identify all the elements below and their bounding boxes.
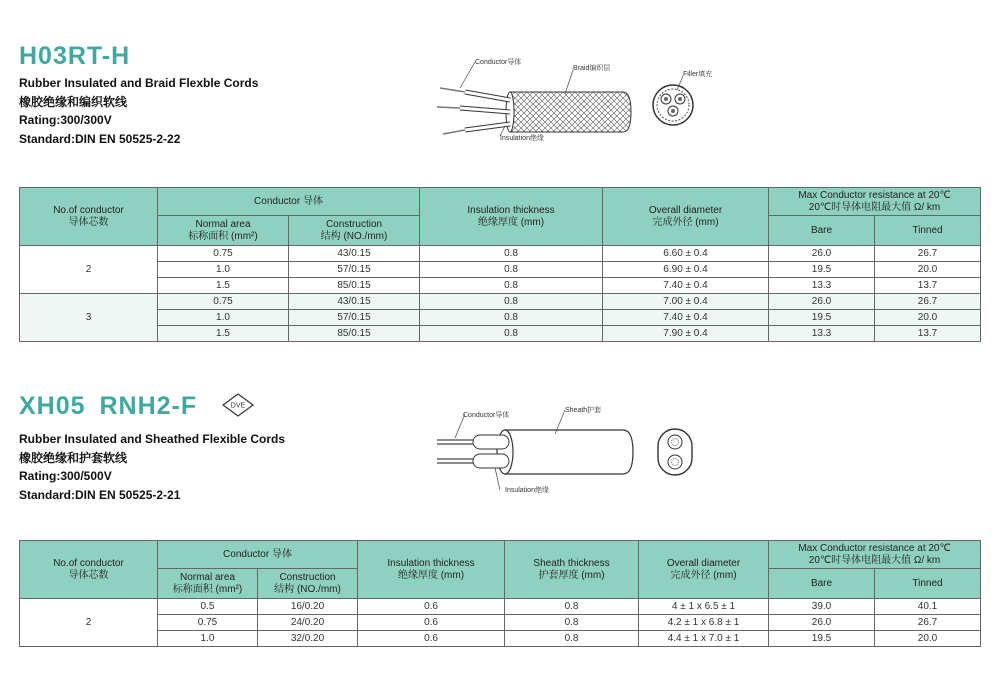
header-bare: Bare [769,569,875,599]
table-cell: 0.75 [158,294,289,310]
table-cell: 26.7 [875,294,981,310]
table-cell: 0.8 [505,599,639,615]
table-cell: 26.0 [769,246,875,262]
sheathed-cord-diagram [425,400,715,500]
header-max-resistance: Max Conductor resistance at 20℃ 20℃时导体电阻最大值 Ω/ km [769,188,981,216]
header-no-conductor: No.of conductor 导体芯数 [20,541,158,599]
table-row [20,599,981,615]
label-conductor: Conductor导体 [475,59,522,66]
table-cell: 4.2 ± 1 x 6.8 ± 1 [639,615,769,631]
table-cell: 0.6 [358,615,505,631]
header-no-conductor: No.of conductor 导体芯数 [20,188,158,246]
table-cell: 19.5 [769,262,875,278]
product-title-cn: 橡胶绝缘和编织软线 [19,94,128,109]
header-tinned: Tinned [875,569,981,599]
cores-cell: 2 [20,599,158,647]
header-normal-area: Normal area 标称面积 (mm²) [158,216,289,246]
table-cell: 24/0.20 [258,615,358,631]
table-cell: 0.8 [420,294,603,310]
spec-table-xh05-rnh2-f [19,540,981,647]
table-cell: 6.60 ± 0.4 [603,246,769,262]
header-tinned: Tinned [875,216,981,246]
standard: Standard:DIN EN 50525-2-22 [19,131,181,146]
header-bare: Bare [769,216,875,246]
table-cell: 0.8 [420,246,603,262]
header-insulation: Insulation thickness 绝缘厚度 (mm) [420,188,603,246]
table-row [20,326,981,342]
table-cell: 0.5 [158,599,258,615]
label-conductor: Conductor导体 [463,412,510,419]
table-cell: 85/0.15 [289,326,420,342]
product-title-en: Rubber Insulated and Braid Flexble Cords [19,76,259,90]
header-conductor: Conductor 导体 [158,188,420,216]
dve-mark-text: DVE [230,402,246,410]
table-cell: 13.7 [875,326,981,342]
table-cell: 40.1 [875,599,981,615]
label-sheath: Sheath护套 [565,407,602,414]
table-row [20,631,981,647]
table-cell: 43/0.15 [289,246,420,262]
table-cell: 26.0 [769,615,875,631]
table-cell: 13.3 [769,278,875,294]
cross-section-outer [653,85,693,125]
table-cell: 32/0.20 [258,631,358,647]
spec-table-h03rt-h [19,187,981,342]
braid-jacket [510,92,631,132]
rating: Rating:300/300V [19,113,112,127]
table-cell: 0.8 [505,631,639,647]
table-cell: 0.8 [505,615,639,631]
table-cell: 43/0.15 [289,294,420,310]
table-cell: 1.5 [158,326,289,342]
rating: Rating:300/500V [19,469,112,483]
table-cell: 7.00 ± 0.4 [603,294,769,310]
table-cell: 16/0.20 [258,599,358,615]
table-cell: 19.5 [769,631,875,647]
table-cell: 0.8 [420,278,603,294]
cores-cell: 2 [20,246,158,294]
sheath-body [505,430,633,474]
table-cell: 1.0 [158,262,289,278]
header-normal-area: Normal area 标称面积 (mm²) [158,569,258,599]
table-row [20,278,981,294]
header-construction: Construction 结构 (NO./mm) [289,216,420,246]
table-cell: 26.7 [875,246,981,262]
table-cell: 0.8 [420,310,603,326]
label-braid: Braid编织层 [573,65,611,72]
table-row [20,246,981,262]
table-cell: 7.90 ± 0.4 [603,326,769,342]
label-insulation: Insulation绝缘 [505,487,549,494]
dve-mark-icon [222,393,254,417]
table-cell: 19.5 [769,310,875,326]
table-cell: 26.7 [875,615,981,631]
table-cell: 4 ± 1 x 6.5 ± 1 [639,599,769,615]
table-cell: 1.5 [158,278,289,294]
model-title-xh05-rnh2-f: XH05 RNH2-F [19,392,198,420]
table-cell: 57/0.15 [289,262,420,278]
table-cell: 0.6 [358,599,505,615]
header-construction: Construction 结构 (NO./mm) [258,569,358,599]
label-filler: Filler填充 [683,71,713,78]
table-cell: 7.40 ± 0.4 [603,310,769,326]
header-overall-diameter: Overall diameter 完成外径 (mm) [603,188,769,246]
header-sheath: Sheath thickness 护套厚度 (mm) [505,541,639,599]
table-cell: 1.0 [158,310,289,326]
product-description-1 [19,74,258,148]
table-cell: 13.3 [769,326,875,342]
table-cell: 20.0 [875,631,981,647]
table-cell: 39.0 [769,599,875,615]
header-overall-diameter: Overall diameter 完成外径 (mm) [639,541,769,599]
table-cell: 0.8 [420,326,603,342]
product-title-en: Rubber Insulated and Sheathed Flexible Cords [19,432,286,446]
table-cell: 6.90 ± 0.4 [603,262,769,278]
braided-cord-diagram [425,50,725,150]
table-cell: 4.4 ± 1 x 7.0 ± 1 [639,631,769,647]
model-title-h03rt-h: H03RT-H [19,42,131,70]
product-title-cn: 橡胶绝缘和护套软线 [19,450,128,465]
table-row [20,310,981,326]
table-row [20,615,981,631]
label-insulation: Insulation绝缘 [500,135,544,142]
table-cell: 0.75 [158,246,289,262]
header-insulation: Insulation thickness 绝缘厚度 (mm) [358,541,505,599]
table-row [20,294,981,310]
table-cell: 26.0 [769,294,875,310]
table-cell: 13.7 [875,278,981,294]
table-cell: 57/0.15 [289,310,420,326]
table-cell: 0.6 [358,631,505,647]
header-conductor: Conductor 导体 [158,541,358,569]
table-cell: 85/0.15 [289,278,420,294]
table-cell: 1.0 [158,631,258,647]
cores-cell: 3 [20,294,158,342]
product-description-2 [19,430,285,504]
standard: Standard:DIN EN 50525-2-21 [19,487,181,502]
table-cell: 0.75 [158,615,258,631]
table-cell: 7.40 ± 0.4 [603,278,769,294]
table-cell: 20.0 [875,310,981,326]
table-cell: 0.8 [420,262,603,278]
header-max-resistance: Max Conductor resistance at 20℃ 20℃时导体电阻最大值 Ω/ km [769,541,981,569]
table-cell: 20.0 [875,262,981,278]
table-row [20,262,981,278]
